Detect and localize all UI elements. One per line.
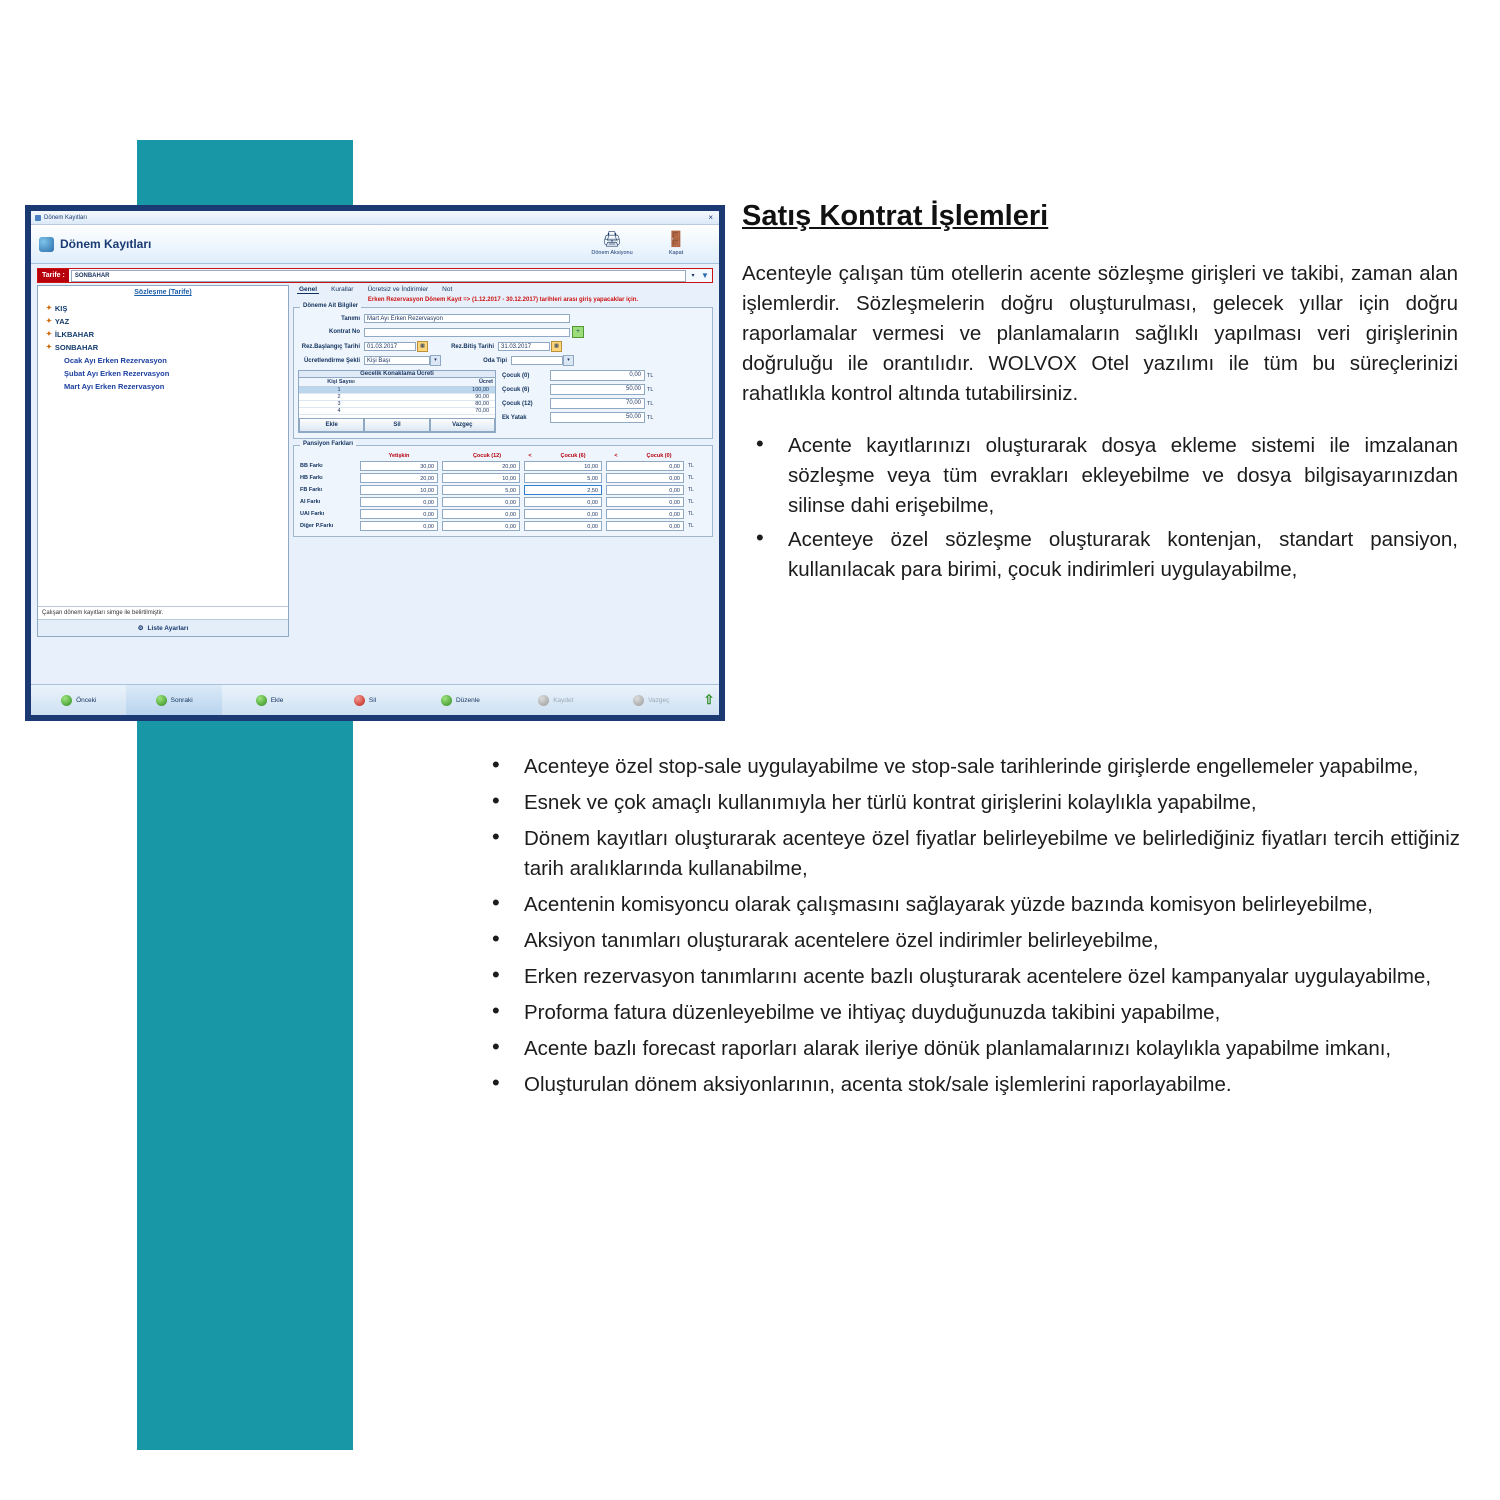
delete-icon — [354, 695, 365, 706]
currency-label: TL — [647, 386, 654, 393]
tree-item-label: KIŞ — [54, 304, 68, 313]
tab-ucretsiz-indirimler[interactable]: Ücretsiz ve İndirimler — [367, 286, 429, 293]
cocuk-6-input[interactable]: 50,00 — [550, 384, 645, 395]
tarife-selector[interactable] — [37, 268, 713, 283]
node-bullet-icon: ✦ — [46, 305, 52, 312]
tree-item-sonbahar[interactable] — [46, 341, 284, 354]
field-cocuk-6 — [502, 384, 708, 395]
table-row[interactable] — [299, 394, 495, 401]
pansiyon-row-fb — [298, 485, 708, 495]
field-label: Ek Yatak — [502, 414, 527, 421]
diger-cocuk12-input[interactable]: 0,00 — [442, 521, 520, 531]
ai-cocuk0-input[interactable]: 0,00 — [606, 497, 684, 507]
column-header-cocuk0: Çocuk (0) — [646, 453, 672, 459]
list-item: • Acente kayıtlarınızı oluşturarak dosya ekleme sistemi ile imzalanan sözleşme veya tüm evrakları ekleyebilme ve dosya bilgisayarınızdan silinse dahi erişebilme, — [742, 431, 1458, 521]
pansiyon-farklari-group — [293, 441, 713, 537]
footer-button-vazgec[interactable] — [604, 685, 699, 715]
list-item: • Acentenin komisyoncu olarak çalışmasını sağlayarak yüzde bazında komisyon belirleyebilme, — [480, 890, 1460, 920]
exit-arrow-icon[interactable]: ⇧ — [703, 692, 715, 707]
diger-yetiskin-input[interactable]: 0,00 — [360, 521, 438, 531]
add-icon[interactable]: + — [572, 326, 584, 338]
lt-sign: < — [528, 453, 532, 459]
rezervasyon-note: Erken Rezervasyon Dönem Kayıt => (1.12.2017 - 30.12.2017) tarihleri arası giriş yapacaklar için. — [367, 297, 639, 303]
tree-item-label: YAZ — [54, 317, 70, 326]
ucretlendirme-select[interactable]: Kişi Başı — [364, 356, 430, 365]
pansiyon-row-bb — [298, 461, 708, 471]
list-item: • Oluşturulan dönem aksiyonlarının, acenta stok/sale işlemlerini raporlayabilme. — [480, 1070, 1460, 1100]
tree-tab-sozlesme[interactable]: Sözleşme (Tarife) — [134, 289, 192, 296]
teal-bar-bottom — [137, 720, 353, 1450]
tree-item-yaz[interactable] — [46, 315, 284, 328]
tree-child-ocak[interactable]: Ocak Ayı Erken Rezervasyon — [64, 356, 167, 365]
tree-item-label: İLKBAHAR — [54, 330, 95, 339]
liste-ayarlari-button[interactable] — [38, 619, 288, 636]
footer-label: Vazgeç — [648, 696, 670, 704]
tree-footnote: Çalışan dönem kayıtları simge ile belirtilmiştir. — [38, 606, 288, 619]
ai-cocuk12-input[interactable]: 0,00 — [442, 497, 520, 507]
footer-button-onceki[interactable] — [31, 685, 126, 715]
save-icon — [538, 695, 549, 706]
group-title: Döneme Ait Bilgiler — [300, 303, 361, 309]
oda-tipi-select[interactable] — [511, 356, 563, 365]
footer-label: Sil — [368, 696, 377, 704]
edit-icon — [441, 695, 452, 706]
prev-icon — [61, 695, 72, 706]
table-row[interactable] — [299, 401, 495, 408]
column-header-yetiskin: Yetişkin — [388, 453, 410, 459]
list-item: • Aksiyon tanımları oluşturarak acentelere özel indirimler belirleyebilme, — [480, 926, 1460, 956]
pansiyon-row-uai — [298, 509, 708, 519]
header-toolbar — [589, 232, 711, 256]
footer-button-sil[interactable] — [317, 685, 412, 715]
currency-label: TL — [647, 414, 654, 421]
table-header — [299, 378, 495, 387]
currency-label: TL — [688, 463, 694, 469]
footer-label: Önceki — [76, 696, 97, 704]
footer-label: Sonraki — [170, 696, 193, 704]
page-title: Dönem Kayıtları — [60, 237, 152, 251]
cell-kisi: 4 — [337, 408, 341, 414]
feature-list-narrow — [742, 431, 1458, 585]
cocuk-0-input[interactable]: 0,00 — [550, 370, 645, 381]
ekle-button[interactable]: Ekle — [299, 418, 364, 432]
toolbar-button-donem-aksiyonu[interactable] — [589, 232, 635, 256]
list-item: • Acenteye özel stop-sale uygulayabilme ve stop-sale tarihlerinde girişlerde engellemeler yapabilme, — [480, 752, 1460, 782]
footer-label: Kaydet — [553, 696, 574, 704]
spacer — [298, 453, 360, 459]
cell-ucret: 100,00 — [472, 387, 489, 393]
list-item: • Dönem kayıtları oluşturarak acenteye özel fiyatlar belirleyebilme ve belirlediğiniz fiyatları tercih ettiğiniz tarih aralıklarında kullanabilme, — [480, 824, 1460, 884]
gecelik-konaklama-table — [298, 370, 496, 433]
row-label: AI Farkı — [300, 499, 321, 505]
field-label: Oda Tipi — [483, 357, 507, 364]
field-ucretlendirme — [298, 355, 708, 366]
field-ek-yatak — [502, 412, 708, 423]
footer-button-sonraki[interactable] — [126, 685, 221, 715]
list-item: • Proforma fatura düzenleyebilme ve ihtiyaç duyduğunuzda takibini yapabilme, — [480, 998, 1460, 1028]
ai-yetiskin-input[interactable]: 0,00 — [360, 497, 438, 507]
footer-button-ekle[interactable] — [222, 685, 317, 715]
toolbar-label: Kapat — [668, 250, 684, 256]
rez-bitis-input[interactable]: 31.03.2017 — [498, 342, 550, 351]
tree-list — [38, 296, 288, 397]
cancel-icon — [633, 695, 644, 706]
tab-kurallar[interactable]: Kurallar — [331, 286, 354, 293]
footer-label: Düzenle — [455, 696, 480, 704]
price-area — [298, 370, 708, 433]
window-caption: Dönem Kayıtları — [44, 214, 88, 221]
uai-cocuk12-input[interactable]: 0,00 — [442, 509, 520, 519]
cell-kisi: 2 — [337, 394, 341, 400]
currency-label: TL — [688, 487, 694, 493]
cell-kisi: 3 — [337, 401, 341, 407]
tarife-value[interactable]: SONBAHAR — [71, 270, 686, 282]
column-header-cocuk12: Çocuk (12) — [472, 453, 502, 459]
pansiyon-header — [298, 453, 708, 459]
tree-panel — [37, 285, 289, 637]
bb-cocuk0-input[interactable]: 0,00 — [606, 461, 684, 471]
currency-label: TL — [647, 372, 654, 379]
node-bullet-icon: ✦ — [46, 344, 52, 351]
bb-yetiskin-input[interactable]: 30,00 — [360, 461, 438, 471]
tree-item-kis[interactable] — [46, 302, 284, 315]
cell-ucret: 80,00 — [475, 401, 489, 407]
row-label: FB Farkı — [300, 487, 323, 493]
toolbar-button-kapat[interactable] — [653, 232, 699, 256]
tab-genel[interactable]: Genel — [299, 286, 318, 293]
field-label: Çocuk (12) — [502, 400, 533, 407]
calendar-icon[interactable]: ▦ — [551, 341, 562, 352]
pansiyon-row-ai — [298, 497, 708, 507]
module-icon — [39, 237, 54, 252]
row-label: HB Farkı — [300, 475, 323, 481]
app-window — [25, 205, 725, 721]
door-icon: 🚪 — [666, 231, 686, 248]
lt-sign: < — [614, 453, 618, 459]
list-item: • Erken rezervasyon tanımlarını acente bazlı oluşturarak acentelere özel kampanyalar uygulayabilme, — [480, 962, 1460, 992]
tanimi-input[interactable]: Mart Ayı Erken Rezervasyon — [364, 314, 570, 323]
sil-button[interactable]: Sil — [364, 418, 429, 432]
calendar-icon[interactable]: ▦ — [417, 341, 428, 352]
field-cocuk-12 — [502, 398, 708, 409]
currency-label: TL — [688, 475, 694, 481]
field-label: Rez.Bitiş Tarihi — [451, 343, 494, 350]
footer-button-kaydet[interactable] — [508, 685, 603, 715]
uai-cocuk6-input[interactable]: 0,00 — [524, 509, 602, 519]
document-column — [742, 200, 1458, 589]
cell-ucret: 90,00 — [475, 394, 489, 400]
currency-label: TL — [688, 499, 694, 505]
field-tanimi — [298, 314, 708, 323]
currency-label: TL — [688, 523, 694, 529]
tarife-label: Tarife : — [38, 269, 69, 282]
footer-label: Ekle — [270, 696, 284, 704]
tab-not[interactable]: Not — [442, 286, 453, 293]
column-header-cocuk6: Çocuk (6) — [560, 453, 586, 459]
funnel-icon[interactable]: ▼ — [701, 271, 709, 280]
form-panel — [293, 285, 713, 637]
group-title: Pansiyon Farkları — [300, 441, 356, 447]
pansiyon-row-diger — [298, 521, 708, 531]
row-label: Diğer P.Farkı — [300, 523, 334, 529]
list-item: • Esnek ve çok amaçlı kullanımıyla her türlü kontrat girişlerini kolaylıkla yapabilme, — [480, 788, 1460, 818]
chevron-down-icon[interactable]: ▾ — [430, 355, 441, 366]
node-bullet-icon: ✦ — [46, 318, 52, 325]
field-label: Ücretlendirme Şekli — [303, 357, 360, 364]
hb-yetiskin-input[interactable]: 20,00 — [360, 473, 438, 483]
field-label: Tanımı — [341, 315, 360, 322]
hb-cocuk6-input[interactable]: 5,00 — [524, 473, 602, 483]
bb-cocuk6-input[interactable]: 10,00 — [524, 461, 602, 471]
kontrat-no-input[interactable] — [364, 328, 570, 337]
add-icon — [256, 695, 267, 706]
list-item: • Acente bazlı forecast raporları alarak ileriye dönük planlamalarınızı kolaylıkla yapabilme imkanı, — [480, 1034, 1460, 1064]
printer-icon: 🖨 — [602, 231, 622, 248]
table-row[interactable] — [299, 408, 495, 415]
tree-child-subat[interactable]: Şubat Ayı Erken Rezervasyon — [64, 369, 170, 378]
field-label: Çocuk (6) — [502, 386, 530, 393]
document-wide-column — [480, 752, 1460, 1106]
currency-label: TL — [647, 400, 654, 407]
section-title: Satış Kontrat İşlemleri — [742, 200, 1049, 232]
next-icon — [156, 695, 167, 706]
intro-paragraph: Acenteyle çalışan tüm otellerin acente sözleşme girişleri ve takibi, zaman alan işlemlerdir. Sözleşmelerin doğru oluşturulması, gelecek yıllar için doğru raporlamalar vermesi ve planlamaların sağlıklı yapılması veri girişlerinin doğruluğu ile orantılıdır. WOLVOX Otel yazılımı ile tüm bu süreçlerinizi rahatlıkla kontrol altında tutabilirsiniz. — [742, 262, 1458, 405]
pansiyon-row-hb — [298, 473, 708, 483]
liste-ayarlari-label: Liste Ayarları — [147, 624, 189, 632]
fb-yetiskin-input[interactable]: 10,00 — [360, 485, 438, 495]
footer-toolbar — [31, 684, 719, 715]
donem-bilgileri-group — [293, 303, 713, 439]
footer-button-duzenle[interactable] — [413, 685, 508, 715]
node-bullet-icon: ✦ — [46, 331, 52, 338]
settings-icon: ⚙ — [137, 625, 144, 632]
uai-yetiskin-input[interactable]: 0,00 — [360, 509, 438, 519]
row-label: UAI Farkı — [300, 511, 325, 517]
field-label: Kontrat No — [329, 329, 360, 335]
table-caption: Gecelik Konaklama Ücreti — [299, 371, 495, 378]
toolbar-label: Dönem Aksiyonu — [591, 250, 633, 256]
window-titlebar — [31, 211, 719, 225]
table-buttons — [299, 418, 495, 432]
field-label: Rez.Başlangıç Tarihi — [301, 343, 360, 350]
fb-cocuk12-input[interactable]: 5,00 — [442, 485, 520, 495]
tree-item-label: SONBAHAR — [54, 343, 99, 352]
table-row[interactable] — [299, 387, 495, 394]
fb-cocuk0-input[interactable]: 0,00 — [606, 485, 684, 495]
form-tabs — [293, 285, 713, 295]
uai-cocuk0-input[interactable]: 0,00 — [606, 509, 684, 519]
chevron-down-icon[interactable]: ▾ — [691, 273, 695, 279]
fb-cocuk6-input[interactable]: 2,50 — [524, 485, 602, 495]
cell-ucret: 70,00 — [475, 408, 489, 414]
ai-cocuk6-input[interactable]: 0,00 — [524, 497, 602, 507]
hb-cocuk0-input[interactable]: 0,00 — [606, 473, 684, 483]
hb-cocuk12-input[interactable]: 10,00 — [442, 473, 520, 483]
diger-cocuk0-input[interactable]: 0,00 — [606, 521, 684, 531]
diger-cocuk6-input[interactable]: 0,00 — [524, 521, 602, 531]
field-kontrat-no — [298, 326, 708, 338]
field-rez-tarih — [298, 341, 708, 352]
column-header-kisi: Kişi Sayısı — [327, 379, 355, 385]
rez-baslangic-input[interactable]: 01.03.2017 — [364, 342, 416, 351]
cell-kisi: 1 — [337, 387, 341, 393]
feature-list-wide — [480, 752, 1460, 1100]
field-cocuk-0 — [502, 370, 708, 381]
column-header-ucret: Ücret — [478, 379, 493, 385]
tree-child-mart[interactable]: Mart Ayı Erken Rezervasyon — [64, 382, 165, 391]
ek-yatak-input[interactable]: 50,00 — [550, 412, 645, 423]
chevron-down-icon[interactable]: ▾ — [563, 355, 574, 366]
field-label: Çocuk (0) — [502, 372, 530, 379]
list-item: • Acenteye özel sözleşme oluşturarak kontenjan, standart pansiyon, kullanılacak para birimi, çocuk indirimleri uygulayabilme, — [742, 525, 1458, 585]
vazgec-button[interactable]: Vazgeç — [430, 418, 495, 432]
cocuk-fiyat-fields — [502, 370, 708, 433]
currency-label: TL — [688, 511, 694, 517]
cocuk-12-input[interactable]: 70,00 — [550, 398, 645, 409]
tree-item-ilkbahar[interactable] — [46, 328, 284, 341]
close-icon[interactable]: × — [708, 213, 713, 222]
bb-cocuk12-input[interactable]: 20,00 — [442, 461, 520, 471]
window-header — [31, 225, 719, 264]
row-label: BB Farkı — [300, 463, 323, 469]
app-icon — [35, 215, 41, 221]
window-body — [31, 285, 719, 637]
